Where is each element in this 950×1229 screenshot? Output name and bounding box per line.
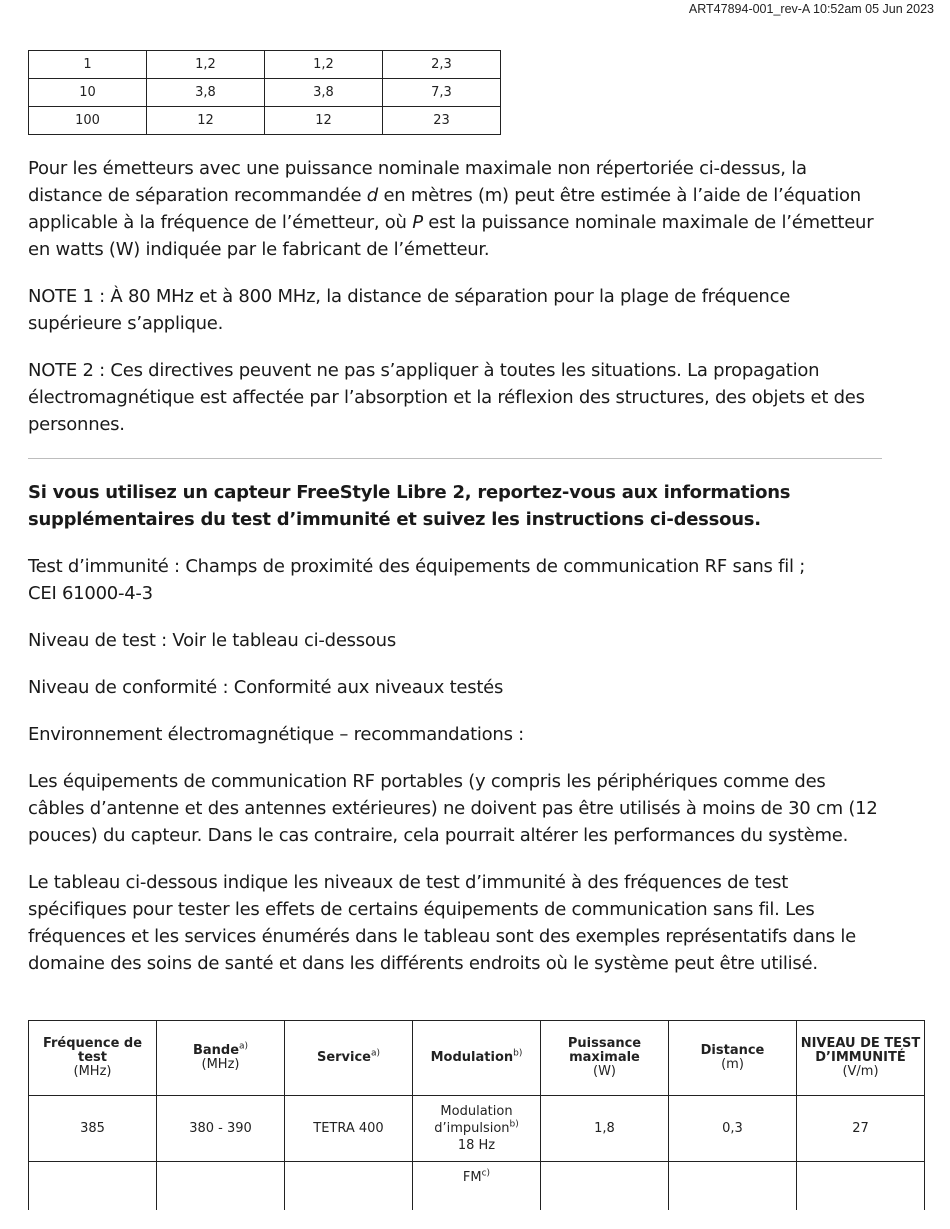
cell-band: 380 - 390	[157, 1096, 285, 1162]
header-modulation	[413, 1021, 541, 1096]
cell-frequency: 385	[29, 1096, 157, 1162]
header-label: NIVEAU DE TEST D’IMMUNITÉ	[800, 1036, 921, 1065]
document-body	[28, 155, 884, 997]
table-cell: 7,3	[383, 79, 501, 107]
environment-heading: Environnement électromagnétique – recommandations :	[28, 724, 524, 745]
header-unit: (MHz)	[201, 1057, 240, 1072]
cell-distance	[669, 1162, 797, 1211]
portable-rf-warning: Les équipements de communication RF portables (y compris les périphériques comme des câbles d’antenne et des antennes extérieures) ne doivent pas être utilisés à moins de 30 cm (12 pouces) du capteur. Dans le cas contraire, cela pourrait altérer les performances du système.	[28, 771, 878, 846]
header-label: Puissance maximale	[567, 1036, 642, 1065]
paragraph-estimate-distance	[28, 155, 884, 263]
table-cell: 3,8	[147, 79, 265, 107]
table-cell: 1,2	[265, 51, 383, 79]
table-cell: 12	[147, 107, 265, 135]
footnote-marker: a)	[239, 1041, 249, 1052]
header-label: Fréquence de test	[42, 1036, 143, 1065]
table-row	[29, 51, 501, 79]
cell-frequency	[29, 1162, 157, 1211]
cell-band	[157, 1162, 285, 1211]
compliance-level: Niveau de conformité : Conformité aux niveaux testés	[28, 677, 504, 698]
table-header-row	[29, 1021, 925, 1096]
header-label: Distance	[700, 1043, 765, 1058]
cell-max-power	[541, 1162, 669, 1211]
cell-modulation	[413, 1096, 541, 1162]
table-cell: 100	[29, 107, 147, 135]
table-cell: 23	[383, 107, 501, 135]
modulation-text: FM	[462, 1170, 482, 1185]
header-frequency	[29, 1021, 157, 1096]
cell-immunity-level: 27	[797, 1096, 925, 1162]
document-reference: ART47894-001_rev-A 10:52am 05 Jun 2023	[688, 2, 934, 16]
cell-modulation	[413, 1162, 541, 1211]
cell-service: TETRA 400	[285, 1096, 413, 1162]
cell-service	[285, 1162, 413, 1211]
table-row	[29, 1162, 925, 1211]
immunity-test-paragraph	[28, 553, 884, 607]
section-divider	[28, 458, 882, 459]
header-label: Service	[316, 1050, 371, 1065]
table-cell: 10	[29, 79, 147, 107]
separation-distance-table	[28, 50, 501, 135]
table-cell: 2,3	[383, 51, 501, 79]
header-immunity-level	[797, 1021, 925, 1096]
note-1: NOTE 1 : À 80 MHz et à 800 MHz, la distance de séparation pour la plage de fréquence supérieure s’applique.	[28, 286, 791, 334]
table-row	[29, 1096, 925, 1162]
header-unit: (MHz)	[73, 1064, 112, 1079]
text: est la puissance nominale maximale de l’émetteur en watts (W) indiquée par le fabricant de l’émetteur.	[28, 212, 874, 260]
header-max-power	[541, 1021, 669, 1096]
header-distance	[669, 1021, 797, 1096]
header-unit: (m)	[721, 1057, 744, 1072]
header-unit: (W)	[593, 1064, 616, 1079]
variable-d: d	[366, 185, 378, 206]
footnote-marker: b)	[509, 1119, 519, 1130]
text: Pour les émetteurs avec une puissance nominale maximale non répertoriée ci-dessus, la distance de séparation recommandée	[28, 158, 807, 206]
header-unit: (V/m)	[842, 1064, 879, 1079]
immunity-test-line: Test d’immunité : Champs de proximité des équipements de communication RF sans fil ;	[28, 556, 806, 577]
footnote-marker: a)	[371, 1048, 381, 1059]
table-cell: 12	[265, 107, 383, 135]
immunity-test-table	[28, 1020, 925, 1210]
immunity-test-standard: CEI 61000-4-3	[28, 583, 153, 604]
header-service	[285, 1021, 413, 1096]
footnote-marker: b)	[513, 1048, 523, 1059]
modulation-frequency: 18 Hz	[457, 1138, 496, 1153]
cell-distance: 0,3	[669, 1096, 797, 1162]
table-cell: 1	[29, 51, 147, 79]
note-2: NOTE 2 : Ces directives peuvent ne pas s’appliquer à toutes les situations. La propagation électromagnétique est affectée par l’absorption et la réflexion des structures, des objets et des personnes.	[28, 360, 865, 435]
table-row	[29, 79, 501, 107]
header-label: Modulation	[430, 1050, 514, 1065]
table-cell: 3,8	[265, 79, 383, 107]
table-row	[29, 107, 501, 135]
text: en mètres (m) peut être estimée à l’aide de l’équation applicable à la fréquence de l’émetteur, où	[28, 185, 861, 233]
table-intro: Le tableau ci-dessous indique les niveaux de test d’immunité à des fréquences de test spécifiques pour tester les effets de certains équipements de communication sans fil. Les fréquences et les services énumérés dans le tableau sont des exemples représentatifs dans le domaine des soins de santé et dans les différents endroits où le système peut être utilisé.	[28, 872, 856, 974]
footnote-marker: c)	[481, 1168, 491, 1179]
header-label: Bande	[192, 1043, 240, 1058]
table-cell: 1,2	[147, 51, 265, 79]
cell-max-power: 1,8	[541, 1096, 669, 1162]
cell-immunity-level	[797, 1162, 925, 1211]
test-level: Niveau de test : Voir le tableau ci-dessous	[28, 630, 396, 651]
modulation-text: Modulation d’impulsion	[434, 1104, 513, 1136]
variable-p: P	[412, 212, 423, 233]
freestyle-libre-2-intro: Si vous utilisez un capteur FreeStyle Libre 2, reportez-vous aux informations supplémentaires du test d’immunité et suivez les instructions ci-dessous.	[28, 482, 791, 530]
header-band	[157, 1021, 285, 1096]
